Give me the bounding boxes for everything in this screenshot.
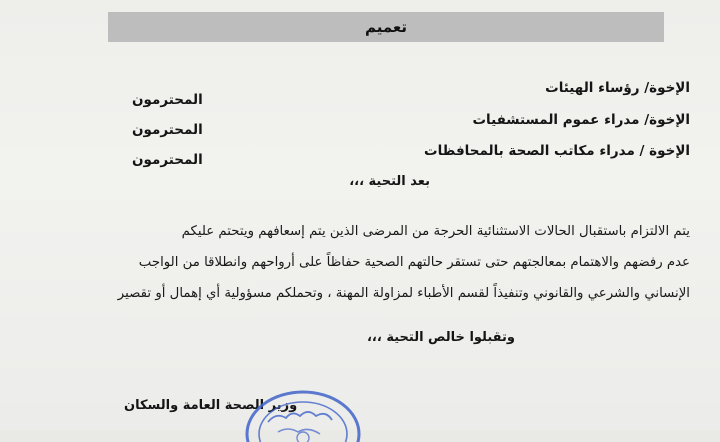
body-line-3: الإنساني والشرعي والقانوني وتنفيذاً لقسم الأطباء لمزاولة المهنة ، وتحملكم مسؤولية أي إهمال أو تقصير bbox=[117, 286, 690, 301]
body-line-2: عدم رفضهم والاهتمام بمعالجتهم حتى تستقر حالتهم الصحية حفاظاً على أرواحهم وانطلاقا من الواجب bbox=[138, 255, 690, 270]
honorific-1: المحترمون bbox=[132, 92, 203, 108]
addressee-2: الإخوة/ مدراء عموم المستشفيات bbox=[472, 112, 690, 128]
closing: وتقبلوا خالص التحية ،،، bbox=[366, 330, 515, 345]
body-line-1: يتم الالتزام باستقبال الحالات الاستثنائية الحرجة من المرضى الذين يتم إسعافهم ويتحتم عليكم bbox=[181, 224, 690, 239]
addressee-1: الإخوة/ رؤساء الهيئات bbox=[545, 80, 690, 96]
official-stamp-icon bbox=[238, 382, 368, 442]
title-bar bbox=[108, 12, 664, 42]
addressee-3: الإخوة / مدراء مكاتب الصحة بالمحافظات bbox=[424, 143, 690, 159]
honorific-3: المحترمون bbox=[132, 152, 203, 168]
greeting: بعد التحية ،،، bbox=[349, 174, 430, 189]
honorific-2: المحترمون bbox=[132, 122, 203, 138]
signature-title: وزير الصحة العامة والسكان bbox=[124, 398, 298, 413]
document-title: تعميم bbox=[364, 18, 408, 36]
